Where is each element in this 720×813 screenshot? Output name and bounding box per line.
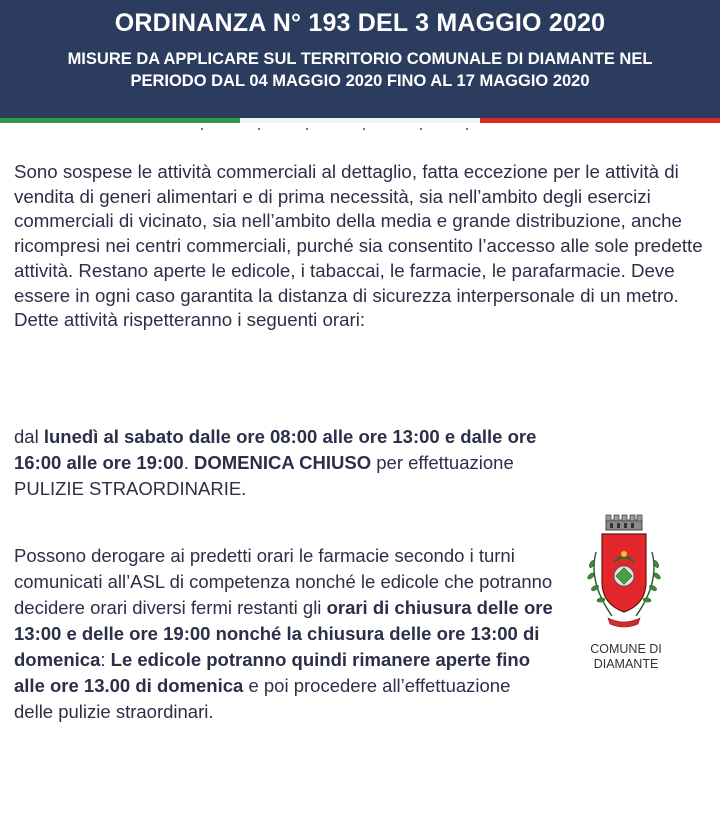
text-span: .	[183, 452, 194, 473]
document-header	[0, 0, 720, 118]
paragraph-exceptions	[14, 543, 554, 725]
crest-caption	[566, 642, 686, 672]
crest-caption-line1: COMUNE DI	[590, 642, 662, 656]
ordinance-subtitle: MISURE DA APPLICARE SUL TERRITORIO COMUNALE DI DIAMANTE NEL PERIODO DAL 04 MAGGIO 2020 FINO AL 17 MAGGIO 2020	[67, 50, 653, 90]
diamante-coat-of-arms-icon	[578, 512, 670, 640]
decorative-dots	[0, 128, 720, 134]
text-span: dal	[14, 426, 44, 447]
bold-hours: lunedì al sabato dalle ore 08:00 alle ore 13:00 e dalle ore 16:00 alle ore 19:00	[14, 426, 537, 473]
flag-white-segment	[240, 118, 480, 123]
bold-closing-times: orari di chiusura delle ore 13:00 e delle ore 19:00 nonché la chiusura delle ore 13:00 di domenica	[14, 597, 553, 670]
text-span: :	[100, 649, 111, 670]
text-span: e poi procedere all’effettuazione delle pulizie straordinari.	[14, 675, 511, 722]
paragraph-opening-hours	[14, 424, 554, 502]
text-span: Possono derogare ai predetti orari le farmacie secondo i turni comunicati all’ASL di competenza nonché le edicole che potranno decidere orari diversi fermi restanti gli	[14, 545, 553, 618]
bold-newsstands-note: Le edicole potranno quindi rimanere aperte fino alle ore 13.00 di domenica	[14, 649, 531, 696]
crest-caption-line2: DIAMANTE	[593, 657, 659, 671]
text-span: per effettuazione PULIZIE STRAORDINARIE.	[14, 452, 514, 499]
bold-sunday-closed: DOMENICA CHIUSO	[193, 452, 372, 473]
flag-green-segment	[0, 118, 240, 123]
ordinance-title: ORDINANZA N° 193 DEL 3 MAGGIO 2020	[114, 9, 606, 37]
paragraph-suspension: Sono sospese le attività commerciali al dettaglio, fatta eccezione per le attività di vendita di generi alimentari e di prima necessità, sia nell’ambito degli esercizi commerciali di vicinato, sia nell’ambito della media e grande distribuzione, anche ricompresi nei centri commerciali, purché sia consentito l’accesso alle sole predette attività. Restano aperte le edicole, i tabaccai, le farmacie, le parafarmacie. Deve essere in ogni caso garantita la distanza di sicurezza interpersonale di un metro. Dette attività rispetteranno i seguenti orari:	[14, 161, 703, 331]
flag-red-segment	[480, 118, 720, 123]
italian-flag-stripe	[0, 118, 720, 123]
